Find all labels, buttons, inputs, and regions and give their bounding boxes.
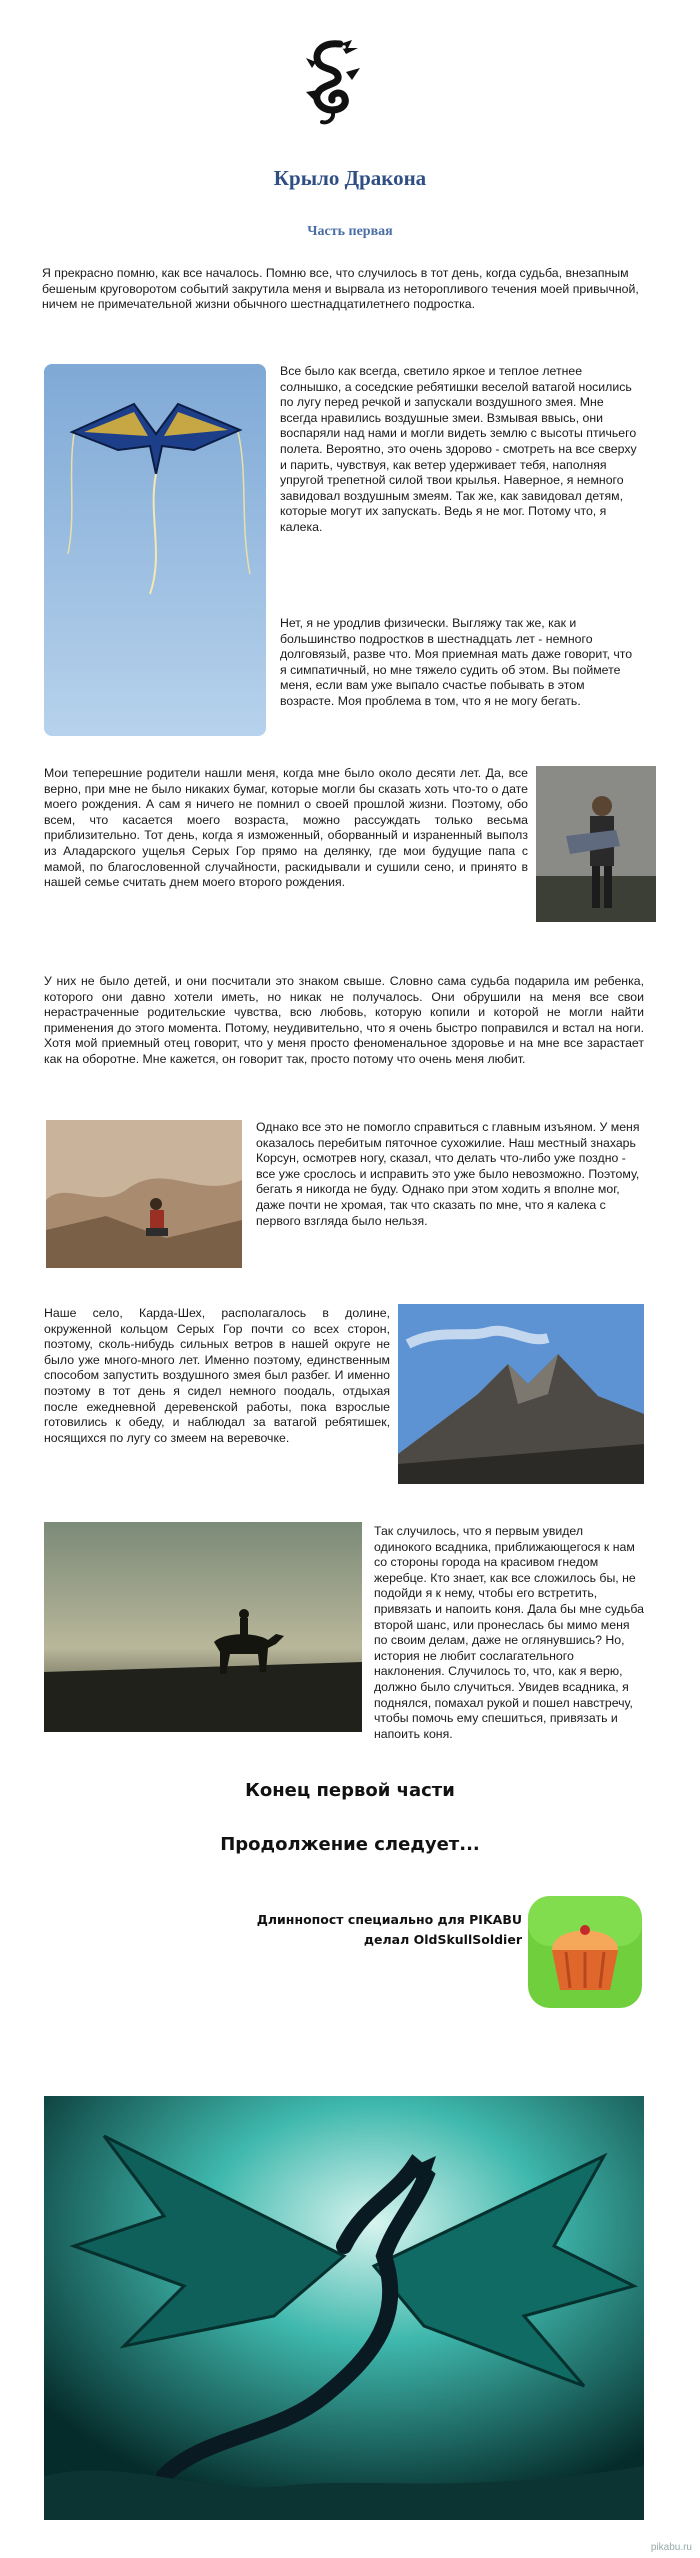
to-be-continued: Продолжение следует... bbox=[220, 1834, 480, 1855]
rescue-photo bbox=[536, 766, 656, 922]
part-heading: Часть первая bbox=[307, 224, 393, 239]
credit-line-2: делал OldSkullSoldier bbox=[363, 1932, 522, 1947]
dragon-artwork bbox=[44, 2096, 644, 2520]
mountains-photo bbox=[398, 1304, 644, 1484]
paragraph-5: У них не было детей, и они посчитали это знаком свыше. Словно сама судьба подарила им ребенка, которого они давно хотели иметь, но никак не получалось. Они обрушили на меня все свои нерастраченные родительские чувства, всю любовь, которую копили и которой не могли найти применения до этого момента. Потому, неудивительно, что я очень быстро поправился и встал на ноги. Хотя мой приемный отец говорит, что у меня просто феноменальное здоровье и на мне все зарастает как на оборотне. Мне кажется, он говорит так, просто потому что очень меня любит. bbox=[44, 974, 644, 1066]
paragraph-1: Я прекрасно помню, как все началось. Помню все, что случилось в тот день, когда судьба, внезапным бешеным круговоротом событий закрутила меня и вырвала из неторопливого течения моей привычной, ничем не примечательной жизни обычного шестнадцатилетнего подростка. bbox=[42, 266, 639, 312]
paragraph-2: Все было как всегда, светило яркое и теплое летнее солнышко, а соседские ребятишки веселой ватагой носились по лугу перед речкой и запускали воздушного змея. Мне всегда нравились воздушные змеи. Взмывая ввысь, они воспаряли над нами и могли видеть землю с высоты птичьего полета. Вероятно, это очень здорово - смотреть на все сверху и парить, чувствуя, как ветер удерживает тебя, наполняя упругой трепетной силой твои крылья. Наверное, я немного завидовал воздушным змеям. Так же, как завидовал детям, которые могут их запускать. Ведь я не мог. Потому что, я калека. bbox=[280, 364, 637, 534]
credit-line-1: Длиннопост специально для PIKABU bbox=[256, 1912, 522, 1927]
watermark: pikabu.ru bbox=[650, 2542, 692, 2553]
paragraph-7: Наше село, Карда-Шех, располагалось в долине, окруженной кольцом Серых Гор почти со всех сторон, поэтому, сколь-нибудь сильных ветров в нашей округе не было уже много-много лет. Именно поэтому, единственным способом запустить воздушного змея был разбег. И именно поэтому в тот день я сидел немного поодаль, отдыхая после ежедневной деревенской работы, пока взрослые готовились к обеду, и наблюдал за ватагой ребятишек, носящихся по лугу со змеем на веревочке. bbox=[44, 1306, 390, 1445]
credit bbox=[190, 1910, 522, 1950]
horseman-photo bbox=[44, 1522, 362, 1732]
paragraph-4: Мои теперешние родители нашли меня, когда мне было около десяти лет. Да, все верно, при мне не было никаких бумаг, которые могли бы сказать хоть что-то о дате моего рождения. А сам я ничего не помнил о своей прошлой жизни. Поэтому, обо всем, что касается моего возраста, можно рассуждать только весьма приблизительно. Тот день, когда я изможенный, оборванный и израненный выполз из Аладарского ущелья Серых Гор прямо на делянку, где мои будущие папа с мамой, по благословенной случайности, раскидывали и сушили сено, и принято в нашей семье считать днем моего второго рождения. bbox=[44, 766, 528, 890]
paragraph-8: Так случилось, что я первым увидел одинокого всадника, приближающегося к нам со стороны города на красивом гнедом жеребце. Кто знает, как все сложилось бы, не подойди я к нему, чтобы его встретить, привязать и напоить коня. Дала бы мне судьба второй шанс, или пронеслась бы мимо меня по своим делам, даже не оглянувшись? Но, история не любит сослагательного наклонения. Случилось то, что, как я верю, должно было случиться. Увидев всадника, я поднялся, помахал рукой и пошел навстречу, чтобы помочь ему спешиться, привязать и напоить коня. bbox=[374, 1524, 644, 1741]
paragraph-3: Нет, я не уродлив физически. Выгляжу так же, как и большинство подростков в шестнадцать лет - немного долговязый, разве что. Моя приемная мать даже говорит, что я симпатичный, но мне тяжело судить об этом. Вы поймете меня, если вам уже выпало счастье побывать в этом возрасте. Моя проблема в том, что я не могу бегать. bbox=[280, 616, 633, 708]
rocky-slope-photo bbox=[46, 1120, 242, 1268]
kite-photo bbox=[44, 364, 266, 736]
page-title: Крыло Дракона bbox=[273, 166, 427, 190]
pikabu-cupcake-icon bbox=[526, 1894, 644, 2010]
dragon-emblem-icon bbox=[300, 38, 370, 128]
paragraph-6: Однако все это не помогло справиться с главным изъяном. У меня оказалось перебитым пяточное сухожилие. Наш местный знахарь Корсун, осмотрев ногу, сказал, что делать что-либо уже поздно - все уже срослось и исправить это уже было невозможно. Поэтому, бегать я никогда не буду. Однако при этом ходить я вполне мог, даже почти не хромая, так что сказать по мне, что я калека с первого взгляда было нельзя. bbox=[256, 1120, 640, 1228]
end-of-part: Конец первой части bbox=[245, 1780, 455, 1801]
